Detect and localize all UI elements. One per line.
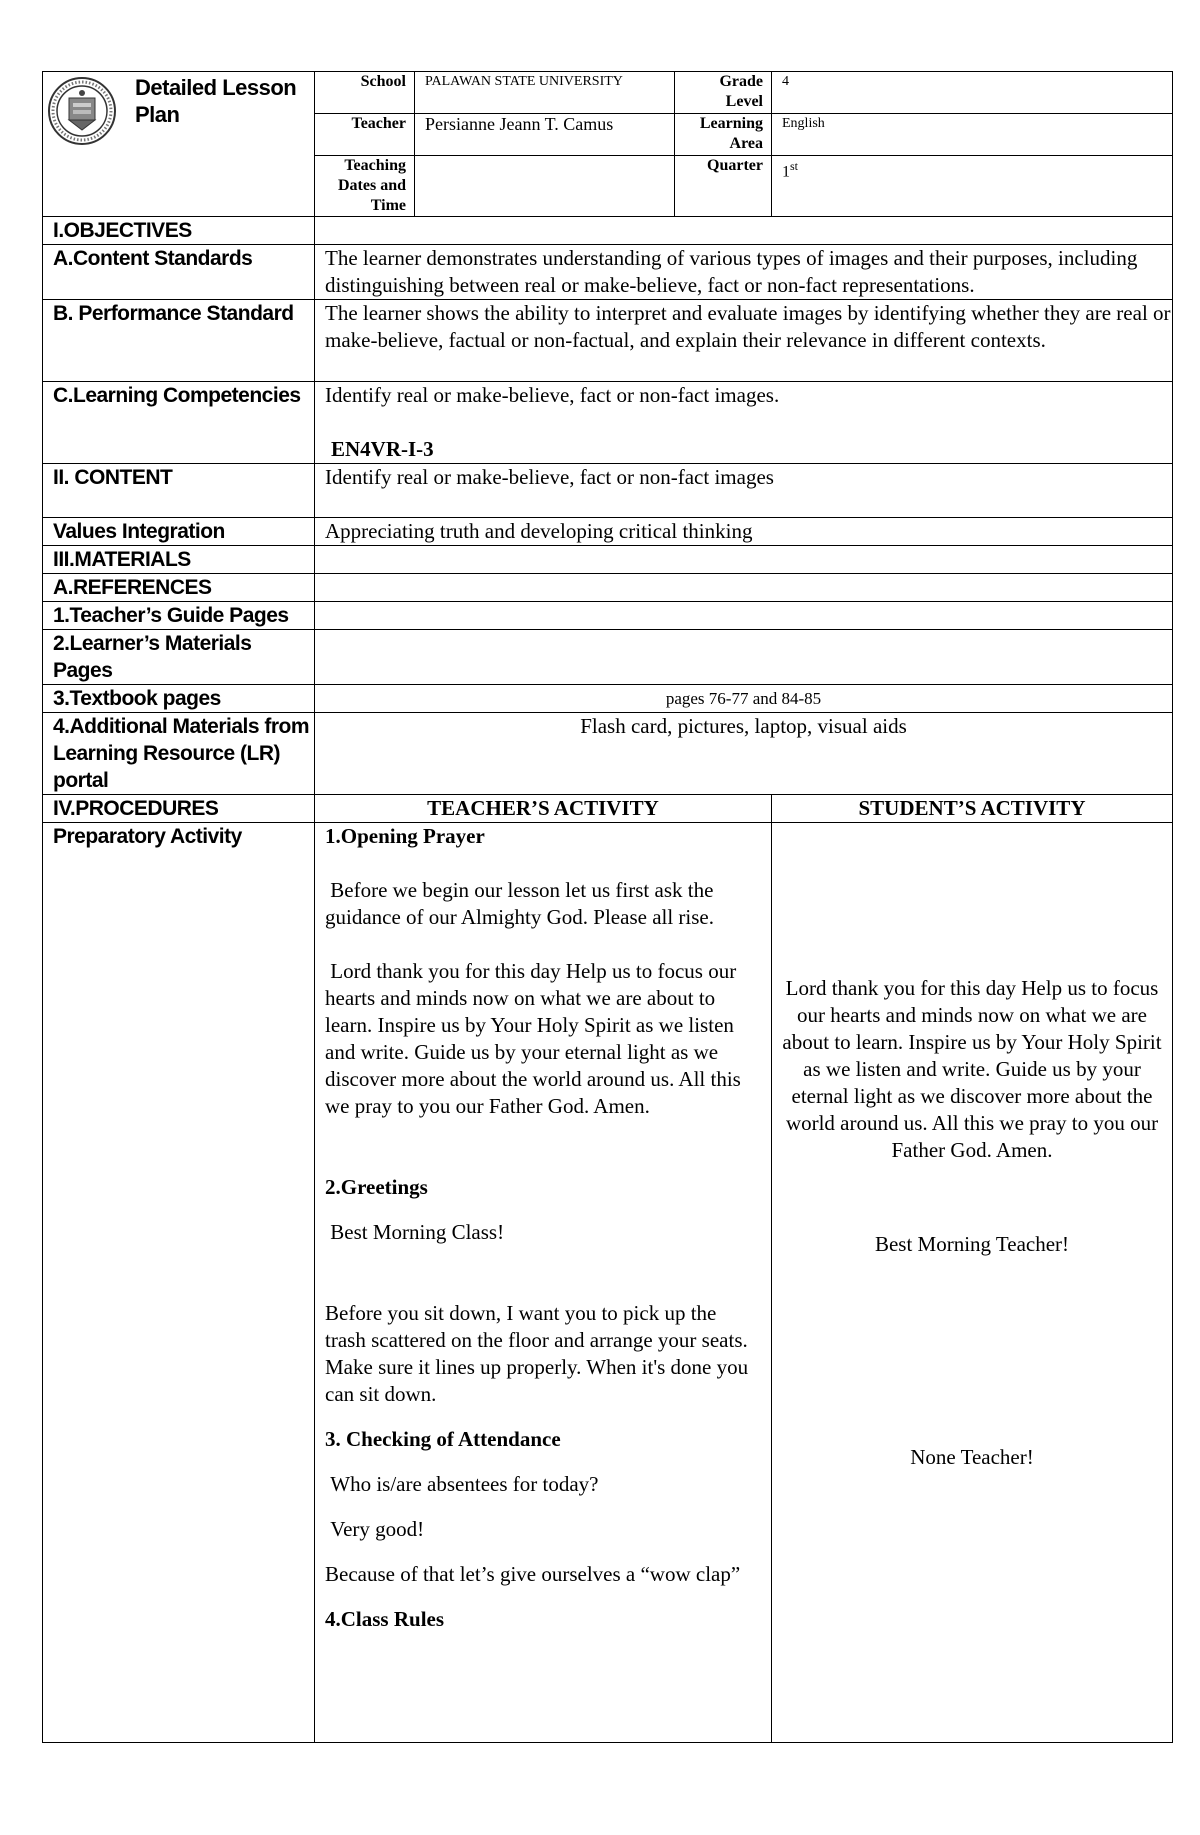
lm-label-line-1: 2.Learner’s Materials bbox=[53, 632, 252, 655]
content-heading: II. CONTENT bbox=[43, 464, 315, 518]
grade-label bbox=[675, 72, 772, 114]
learners-materials-row bbox=[43, 630, 1173, 685]
quarter-suffix: st bbox=[790, 159, 799, 173]
grade-value: 4 bbox=[772, 72, 1173, 114]
additional-materials-label bbox=[43, 713, 315, 795]
teaching-dates-value bbox=[415, 156, 675, 217]
materials-heading: III.MATERIALS bbox=[43, 546, 315, 574]
student-activity-header: STUDENT’S ACTIVITY bbox=[772, 795, 1173, 823]
values-integration-label: Values Integration bbox=[43, 518, 315, 546]
greetings-title: 2.Greetings bbox=[325, 1175, 428, 1199]
teacher-activity-cell bbox=[315, 823, 772, 1743]
am-label-line-2: Learning Resource (LR) bbox=[53, 742, 281, 765]
performance-standard-label: B. Performance Standard bbox=[43, 300, 315, 382]
procedures-heading-row bbox=[43, 795, 1173, 823]
dates-label-line-1: Teaching bbox=[344, 157, 406, 174]
quarter-label: Quarter bbox=[675, 156, 772, 217]
references-row bbox=[43, 574, 1173, 602]
performance-standard-value: The learner shows the ability to interpret and evaluate images by identifying whether they are real or make-believe, factual or non-factual, and explain their relevance in different contexts. bbox=[315, 300, 1173, 382]
teacher-value: Persianne Jeann T. Camus bbox=[415, 114, 675, 156]
procedures-heading: IV.PROCEDURES bbox=[43, 795, 315, 823]
student-prayer-text: Lord thank you for this day Help us to focus our hearts and minds now on what we are about to learn. Inspire us by Your Holy Spirit as we listen and write. Guide us by your eternal light as we discover more about the world around us. All this we pray to you our Father God. Amen. bbox=[782, 976, 1162, 1162]
lesson-plan-table bbox=[42, 71, 1173, 1743]
content-row bbox=[43, 464, 1173, 518]
content-value: Identify real or make-believe, fact or non-fact images bbox=[315, 464, 1173, 518]
absentees-question: Who is/are absentees for today? bbox=[325, 1472, 599, 1496]
school-label: School bbox=[315, 72, 415, 114]
teachers-guide-label: 1.Teacher’s Guide Pages bbox=[43, 602, 315, 630]
textbook-label: 3.Textbook pages bbox=[43, 685, 315, 713]
textbook-row bbox=[43, 685, 1173, 713]
objectives-heading: I.OBJECTIVES bbox=[43, 217, 315, 245]
content-standards-value: The learner demonstrates understanding of various types of images and their purposes, including distinguishing between real or make-believe, fact or non-fact representations. bbox=[315, 245, 1173, 300]
student-greeting: Best Morning Teacher! bbox=[874, 1232, 1070, 1256]
teachers-guide-row bbox=[43, 602, 1173, 630]
performance-standard-row bbox=[43, 300, 1173, 382]
student-attendance-reply: None Teacher! bbox=[910, 1445, 1034, 1469]
preparatory-activity-label: Preparatory Activity bbox=[43, 823, 315, 1743]
am-label-line-3: portal bbox=[53, 769, 109, 792]
additional-materials-value: Flash card, pictures, laptop, visual aids bbox=[315, 713, 1173, 795]
header-row-school bbox=[43, 72, 1173, 114]
teaching-dates-label bbox=[315, 156, 415, 217]
competency-code: EN4VR-I-3 bbox=[331, 437, 434, 461]
lm-label-line-2: Pages bbox=[53, 659, 113, 682]
seat-instruction: Before you sit down, I want you to pick up the trash scattered on the floor and arrange your seats. Make sure it lines up properly. When it's done you can sit down. bbox=[325, 1301, 749, 1406]
textbook-value: pages 76-77 and 84-85 bbox=[315, 685, 1173, 713]
student-activity-cell bbox=[772, 823, 1173, 1743]
title-line-1: Detailed Lesson bbox=[135, 75, 297, 100]
learning-competencies-cell bbox=[315, 382, 1173, 464]
grade-label-line-2: Level bbox=[725, 93, 763, 110]
content-standards-label: A.Content Standards bbox=[43, 245, 315, 300]
very-good-text: Very good! bbox=[325, 1517, 425, 1541]
dates-label-line-3: Time bbox=[370, 197, 406, 214]
document-title bbox=[135, 74, 296, 128]
learning-competencies-value: Identify real or make-believe, fact or non-fact images. bbox=[325, 383, 780, 407]
learning-area-label bbox=[675, 114, 772, 156]
quarter-value bbox=[772, 156, 1173, 217]
teacher-activity-header: TEACHER’S ACTIVITY bbox=[315, 795, 772, 823]
references-heading: A.REFERENCES bbox=[43, 574, 315, 602]
class-rules-title: 4.Class Rules bbox=[325, 1607, 445, 1631]
materials-heading-row bbox=[43, 546, 1173, 574]
am-label-line-1: 4.Additional Materials from bbox=[53, 715, 310, 738]
objectives-heading-empty bbox=[315, 217, 1173, 245]
attendance-title: 3. Checking of Attendance bbox=[325, 1427, 561, 1451]
learners-materials-value bbox=[315, 630, 1173, 685]
opening-prayer-title: 1.Opening Prayer bbox=[325, 824, 485, 848]
teachers-guide-value bbox=[315, 602, 1173, 630]
references-empty bbox=[315, 574, 1173, 602]
additional-materials-row bbox=[43, 713, 1173, 795]
lesson-plan-page bbox=[42, 71, 1172, 1743]
school-value: PALAWAN STATE UNIVERSITY bbox=[415, 72, 675, 114]
area-label-line-2: Area bbox=[729, 135, 763, 152]
objectives-heading-row bbox=[43, 217, 1173, 245]
learning-area-value: English bbox=[772, 114, 1173, 156]
values-integration-row bbox=[43, 518, 1173, 546]
materials-heading-empty bbox=[315, 546, 1173, 574]
opening-prayer-intro: Before we begin our lesson let us first ask the guidance of our Almighty God. Please all rise. bbox=[325, 878, 719, 929]
teacher-label: Teacher bbox=[315, 114, 415, 156]
university-seal-icon bbox=[47, 76, 117, 146]
learners-materials-label bbox=[43, 630, 315, 685]
values-integration-value: Appreciating truth and developing critical thinking bbox=[315, 518, 1173, 546]
wow-clap-text: Because of that let’s give ourselves a “wow clap” bbox=[325, 1562, 741, 1586]
title-line-2: Plan bbox=[135, 102, 180, 127]
learning-competencies-label: C.Learning Competencies bbox=[43, 382, 315, 464]
teacher-greeting: Best Morning Class! bbox=[325, 1220, 505, 1244]
learning-competencies-row bbox=[43, 382, 1173, 464]
grade-label-line-1: Grade bbox=[719, 73, 763, 90]
dates-label-line-2: Dates and bbox=[337, 177, 406, 194]
area-label-line-1: Learning bbox=[699, 115, 763, 132]
quarter-number: 1 bbox=[782, 163, 790, 181]
title-cell bbox=[43, 72, 315, 217]
teacher-prayer-text: Lord thank you for this day Help us to focus our hearts and minds now on what we are about to learn. Inspire us by Your Holy Spirit as we listen and write. Guide us by your eternal light as we discover more about the world around us. All this we pray to you our Father God. Amen. bbox=[325, 959, 747, 1118]
preparatory-activity-row bbox=[43, 823, 1173, 1743]
content-standards-row bbox=[43, 245, 1173, 300]
